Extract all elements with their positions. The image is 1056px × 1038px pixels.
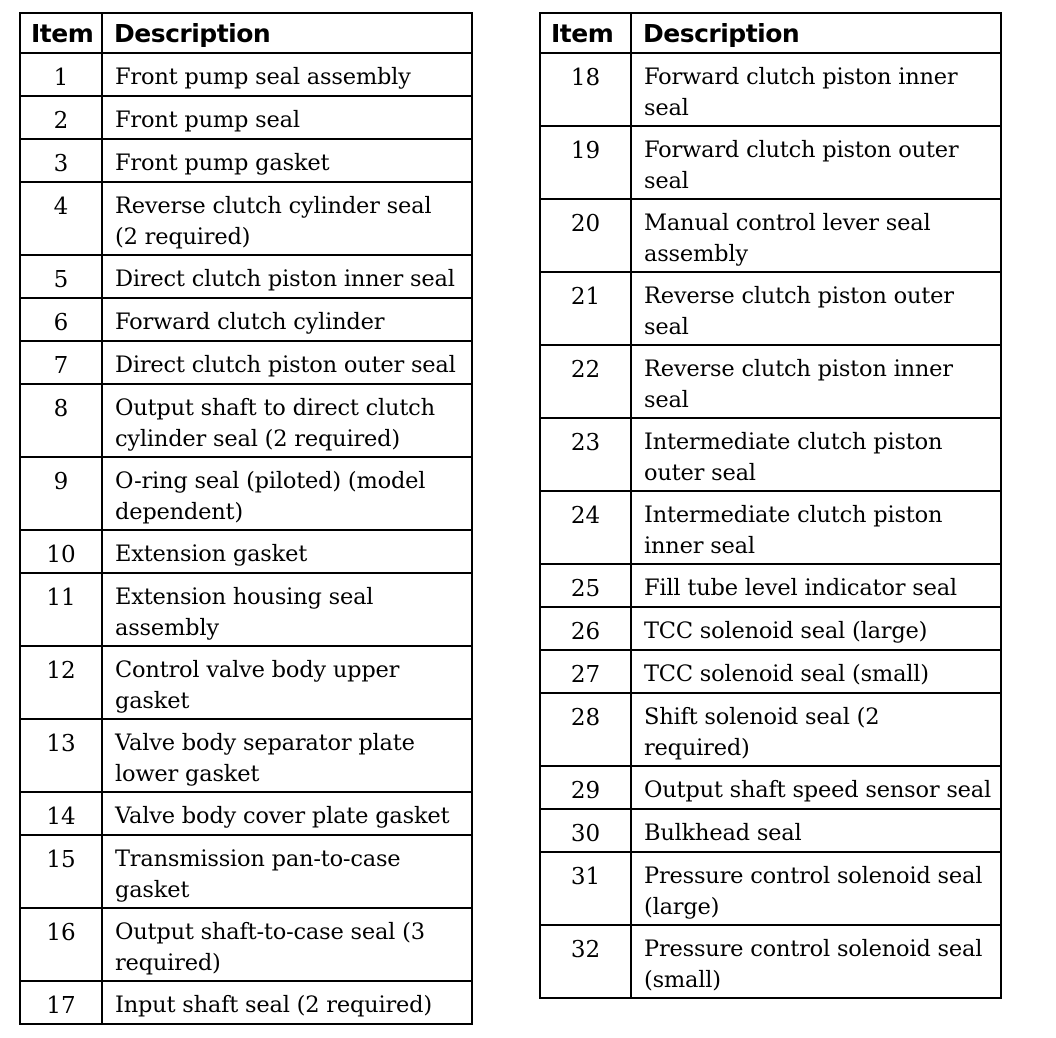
description-cell: [102, 573, 472, 646]
item-number-cell: 18: [540, 53, 631, 126]
table-row: [20, 298, 472, 341]
description-line: Front pump gasket: [115, 150, 330, 176]
description-line: Front pump seal assembly: [115, 64, 411, 90]
description-line: Direct clutch piston outer seal: [115, 352, 456, 378]
item-number-cell: 14: [20, 792, 102, 835]
table-row: [20, 53, 472, 96]
description-line: Intermediate clutch piston: [644, 502, 943, 528]
table-row: [20, 530, 472, 573]
item-number-cell: 2: [20, 96, 102, 139]
table-row: [540, 418, 1001, 491]
item-number-cell: 27: [540, 650, 631, 693]
description-cell: [631, 272, 1001, 345]
table-row: [20, 646, 472, 719]
item-number-cell: 17: [20, 981, 102, 1024]
description-line: O-ring seal (piloted) (model: [115, 468, 426, 494]
item-number-cell: 5: [20, 255, 102, 298]
item-column-header: Item: [20, 13, 102, 53]
description-cell: [631, 345, 1001, 418]
description-line: seal: [644, 168, 689, 194]
description-line: TCC solenoid seal (large): [644, 618, 928, 644]
item-number-cell: 15: [20, 835, 102, 908]
table-row: [540, 126, 1001, 199]
description-cell: [102, 53, 472, 96]
description-cell: [631, 809, 1001, 852]
table-row: [20, 835, 472, 908]
table-row: [20, 255, 472, 298]
description-cell: [631, 925, 1001, 998]
item-number-cell: 3: [20, 139, 102, 182]
item-number-cell: 22: [540, 345, 631, 418]
description-cell: [631, 564, 1001, 607]
description-line: Valve body separator plate: [115, 730, 415, 756]
item-number-cell: 12: [20, 646, 102, 719]
description-cell: [102, 182, 472, 255]
parts-table-right: [539, 12, 1002, 999]
table-header-row: [20, 13, 472, 53]
description-line: seal: [644, 314, 689, 340]
description-line: Forward clutch piston inner: [644, 64, 958, 90]
description-line: (small): [644, 967, 721, 993]
table-row: [540, 199, 1001, 272]
item-number-cell: 28: [540, 693, 631, 766]
description-line: assembly: [644, 241, 748, 267]
description-line: Output shaft speed sensor seal: [644, 777, 992, 803]
item-number-cell: 21: [540, 272, 631, 345]
description-line: Pressure control solenoid seal: [644, 863, 983, 889]
item-number-cell: 16: [20, 908, 102, 981]
description-cell: [631, 852, 1001, 925]
description-cell: [631, 693, 1001, 766]
description-line: seal: [644, 387, 689, 413]
description-line: (2 required): [115, 224, 251, 250]
table-body: [20, 53, 472, 1024]
description-cell: [102, 384, 472, 457]
table-body: [540, 53, 1001, 998]
description-line: (large): [644, 894, 720, 920]
description-cell: [102, 792, 472, 835]
description-cell: [102, 341, 472, 384]
description-cell: [102, 255, 472, 298]
description-line: Input shaft seal (2 required): [115, 992, 432, 1018]
description-cell: [631, 650, 1001, 693]
item-number-cell: 31: [540, 852, 631, 925]
description-cell: [631, 607, 1001, 650]
description-line: inner seal: [644, 533, 755, 559]
description-cell: [102, 719, 472, 792]
table-row: [20, 908, 472, 981]
description-line: Forward clutch piston outer: [644, 137, 959, 163]
description-cell: [102, 457, 472, 530]
description-cell: [631, 53, 1001, 126]
table-row: [540, 693, 1001, 766]
table-row: [20, 384, 472, 457]
description-line: assembly: [115, 615, 219, 641]
item-number-cell: 26: [540, 607, 631, 650]
description-line: Transmission pan-to-case: [115, 846, 401, 872]
item-number-cell: 7: [20, 341, 102, 384]
description-line: seal: [644, 95, 689, 121]
description-cell: [102, 646, 472, 719]
item-number-cell: 23: [540, 418, 631, 491]
description-line: Extension housing seal: [115, 584, 374, 610]
description-line: Extension gasket: [115, 541, 308, 567]
description-line: Reverse clutch cylinder seal: [115, 193, 432, 219]
table-row: [20, 792, 472, 835]
description-line: Manual control lever seal: [644, 210, 931, 236]
description-cell: [631, 199, 1001, 272]
description-line: Intermediate clutch piston: [644, 429, 943, 455]
table-row: [20, 139, 472, 182]
description-cell: [102, 908, 472, 981]
table-row: [540, 607, 1001, 650]
description-line: Output shaft to direct clutch: [115, 395, 435, 421]
description-cell: [102, 96, 472, 139]
item-number-cell: 29: [540, 766, 631, 809]
item-number-cell: 6: [20, 298, 102, 341]
item-column-header: Item: [540, 13, 631, 53]
table-header-row: [540, 13, 1001, 53]
item-number-cell: 30: [540, 809, 631, 852]
table-row: [20, 573, 472, 646]
table-row: [540, 925, 1001, 998]
description-column-header: Description: [631, 13, 1001, 53]
description-line: gasket: [115, 688, 190, 714]
table-row: [540, 53, 1001, 126]
table-row: [540, 650, 1001, 693]
description-line: dependent): [115, 499, 243, 525]
description-line: Output shaft-to-case seal (3: [115, 919, 425, 945]
description-line: Reverse clutch piston outer: [644, 283, 954, 309]
table-row: [540, 345, 1001, 418]
description-line: outer seal: [644, 460, 756, 486]
table-row: [540, 272, 1001, 345]
description-cell: [631, 766, 1001, 809]
table-row: [540, 809, 1001, 852]
description-line: Forward clutch cylinder: [115, 309, 385, 335]
description-cell: [631, 418, 1001, 491]
description-line: Fill tube level indicator seal: [644, 575, 957, 601]
table-row: [20, 719, 472, 792]
description-line: required): [644, 735, 750, 761]
item-number-cell: 19: [540, 126, 631, 199]
item-number-cell: 9: [20, 457, 102, 530]
item-number-cell: 10: [20, 530, 102, 573]
description-line: TCC solenoid seal (small): [644, 661, 929, 687]
description-column-header: Description: [102, 13, 472, 53]
table-row: [540, 491, 1001, 564]
item-number-cell: 8: [20, 384, 102, 457]
table-row: [20, 341, 472, 384]
description-line: gasket: [115, 877, 190, 903]
description-line: Pressure control solenoid seal: [644, 936, 983, 962]
description-cell: [102, 835, 472, 908]
description-cell: [102, 530, 472, 573]
item-number-cell: 25: [540, 564, 631, 607]
item-number-cell: 32: [540, 925, 631, 998]
description-line: lower gasket: [115, 761, 260, 787]
table-row: [540, 766, 1001, 809]
item-number-cell: 24: [540, 491, 631, 564]
description-line: Direct clutch piston inner seal: [115, 266, 455, 292]
description-line: Shift solenoid seal (2: [644, 704, 880, 730]
table-row: [20, 457, 472, 530]
table-row: [540, 564, 1001, 607]
description-cell: [631, 491, 1001, 564]
table-row: [540, 852, 1001, 925]
item-number-cell: 1: [20, 53, 102, 96]
description-line: Front pump seal: [115, 107, 300, 133]
item-number-cell: 20: [540, 199, 631, 272]
description-line: cylinder seal (2 required): [115, 426, 400, 452]
table-row: [20, 182, 472, 255]
parts-table-left: [19, 12, 473, 1025]
table-row: [20, 96, 472, 139]
item-number-cell: 13: [20, 719, 102, 792]
table-row: [20, 981, 472, 1024]
description-line: required): [115, 950, 221, 976]
description-cell: [631, 126, 1001, 199]
description-line: Control valve body upper: [115, 657, 400, 683]
item-number-cell: 11: [20, 573, 102, 646]
description-line: Reverse clutch piston inner: [644, 356, 953, 382]
description-line: Bulkhead seal: [644, 820, 802, 846]
description-cell: [102, 298, 472, 341]
description-cell: [102, 981, 472, 1024]
description-line: Valve body cover plate gasket: [115, 803, 450, 829]
item-number-cell: 4: [20, 182, 102, 255]
description-cell: [102, 139, 472, 182]
